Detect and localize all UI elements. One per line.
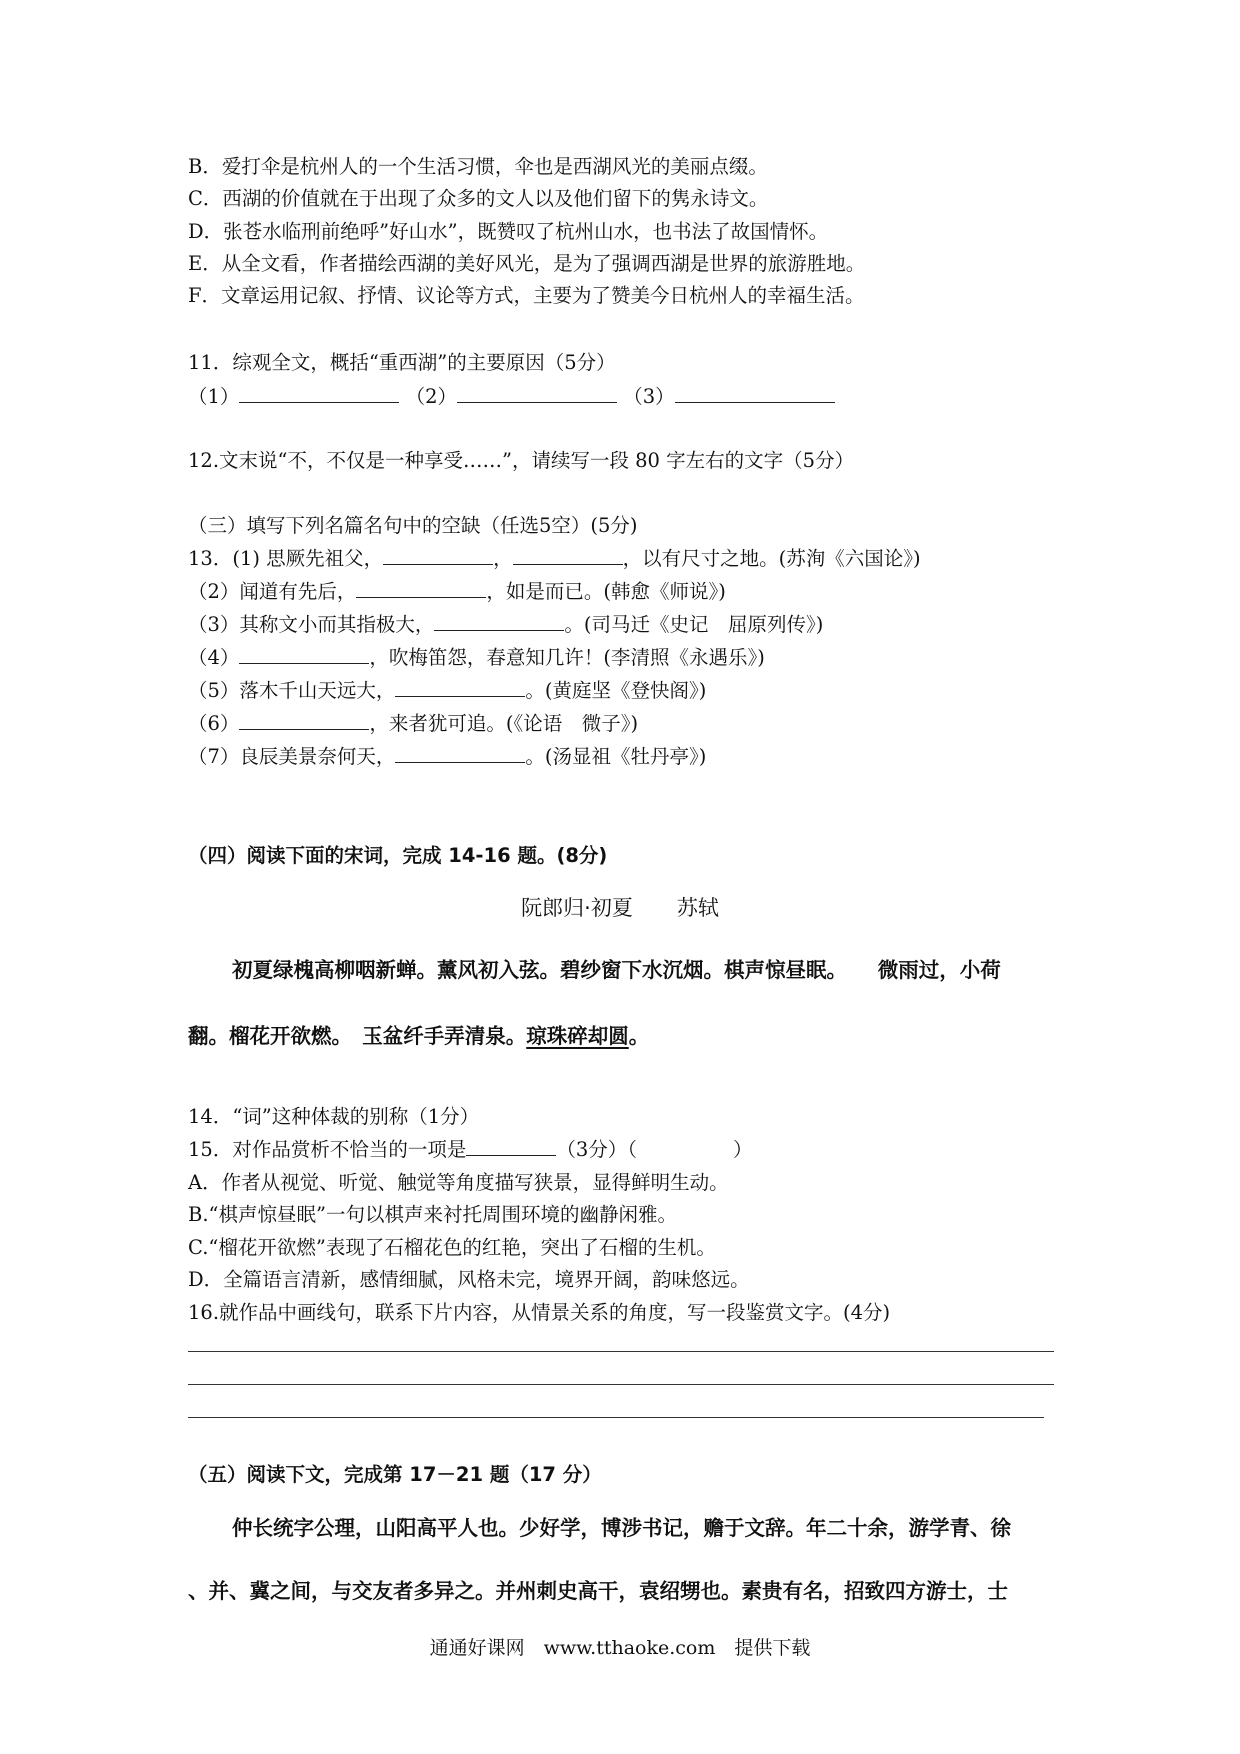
option-f: F．文章运用记叙、抒情、议论等方式，主要为了赞美今日杭州人的幸福生活。 [188,284,865,307]
section-5-heading: （五）阅读下文，完成第 17－21 题（17 分） [188,1463,602,1486]
question-13-3 [188,612,823,638]
question-13-7 [188,744,706,770]
q13-3-text: （3）其称文小而其指极大， [188,613,435,636]
q13-4-text: （4） [188,646,240,669]
answer-label-3: （3） [623,385,675,408]
poem-line-2-start: 翻。榴花开欲燃。 玉盆纤手弄清泉。 [188,1024,527,1048]
passage-line-1: 仲长统字公理，山阳高平人也。少好学，博涉书记，赡于文辞。年二十余，游学青、徐 [232,1516,1011,1540]
q13-2-text: （2）闻道有先后， [188,580,357,603]
answer-blank[interactable] [239,711,369,730]
q15-option-b: B.“棋声惊昼眠”一句以棋声来衬托周围环境的幽静闲雅。 [188,1203,677,1226]
question-13-5 [188,678,706,704]
answer-label-1: （1） [188,385,240,408]
poem-title: 阮郎归·初夏 [521,896,633,920]
answer-blank[interactable] [239,645,369,664]
q15-option-d: D．全篇语言清新，感情细腻，风格未完，境界开阔，韵味悠远。 [188,1268,750,1291]
poem-line-1: 初夏绿槐高柳咽新蝉。薰风初入弦。碧纱窗下水沉烟。棋声惊昼眠。 微雨过，小荷 [232,958,1001,982]
q13-3-tail: 。(司马迁《史记 屈原列传》) [564,613,824,636]
option-b: B．爱打伞是杭州人的一个生活习惯，伞也是西湖风光的美丽点缀。 [188,155,768,178]
answer-blank[interactable] [466,1137,556,1156]
answer-blank[interactable] [239,384,399,403]
q15-paren: ） [733,1138,753,1161]
q13-1-tail: ，以有尺寸之地。(苏洵《六国论》) [622,547,921,570]
q13-4-tail: ，吹梅笛怨，春意知几许！(李清照《永遇乐》) [369,646,765,669]
option-d: D．张苍水临刑前绝呼”好山水”，既赞叹了杭州山水，也书法了故国情怀。 [188,220,829,243]
q13-2-tail: ，如是而已。(韩愈《师说》) [486,580,726,603]
q15-option-c: C.“榴花开欲燃”表现了石榴花色的红艳，突出了石榴的生机。 [188,1236,716,1259]
option-e: E．从全文看，作者描绘西湖的美好风光，是为了强调西湖是世界的旅游胜地。 [188,252,866,275]
poem-heading [0,895,1240,921]
answer-line[interactable] [188,1417,1044,1418]
q15-text: 15．对作品赏析不恰当的一项是 [188,1138,467,1161]
question-13-4 [188,645,765,671]
section-4-heading: （四）阅读下面的宋词，完成 14-16 题。(8分) [188,844,608,867]
answer-blank[interactable] [457,384,617,403]
question-13-1 [188,546,921,572]
question-13-2 [188,579,726,605]
section-3-heading: （三）填写下列名篇名句中的空缺（任选5空）(5分) [188,514,638,537]
underlined-line: 琼珠碎却圆 [526,1024,629,1048]
answer-blank[interactable] [675,384,835,403]
q15-option-a: A．作者从视觉、听觉、触觉等角度描写狭景，显得鲜明生动。 [188,1171,729,1194]
q15-score: （3分）（ [556,1138,637,1161]
answer-blank[interactable] [356,579,486,598]
q13-6-tail: ，来者犹可追。(《论语 微子》) [369,712,639,735]
q13-5-tail: 。(黄庭坚《登快阁》) [525,679,707,702]
q13-6-text: （6） [188,712,240,735]
question-16: 16.就作品中画线句，联系下片内容，从情景关系的角度，写一段鉴赏文字。(4分) [188,1301,891,1324]
q13-5-text: （5）落木千山天远大， [188,679,396,702]
q13-1-text: 13．(1) 思厥先祖父， [188,547,384,570]
answer-blank[interactable] [395,678,525,697]
question-11-answers [188,384,835,410]
answer-blank[interactable] [395,744,525,763]
answer-line[interactable] [188,1351,1054,1352]
q13-7-tail: 。(汤显祖《牡丹亭》) [525,745,707,768]
question-15 [188,1137,753,1163]
question-14: 14．“词”这种体裁的别称（1分） [188,1105,480,1128]
answer-line[interactable] [188,1384,1054,1385]
answer-label-2: （2） [405,385,458,408]
poem-line-2-end: 。 [628,1024,650,1048]
option-c: C．西湖的价值就在于出现了众多的文人以及他们留下的隽永诗文。 [188,187,769,210]
question-13-6 [188,711,638,737]
question-11: 11．综观全文，概括“重西湖”的主要原因（5分） [188,351,616,374]
q13-7-text: （7）良辰美景奈何天， [188,745,396,768]
poem-line-2 [188,1023,649,1049]
page-footer: 通通好课网 www.tthaoke.com 提供下载 [429,1637,811,1659]
answer-blank[interactable] [383,546,493,565]
passage-line-2: 、并、冀之间，与交友者多异之。并州刺史高干，袁绍甥也。素贵有名，招致四方游士，士 [188,1579,1008,1603]
answer-blank[interactable] [434,612,564,631]
answer-blank[interactable] [513,546,623,565]
question-12: 12.文末说“不，不仅是一种享受……”，请续写一段 80 字左右的文字（5分） [188,449,855,472]
q13-1-comma: ， [493,547,513,570]
poem-author: 苏轼 [676,896,719,920]
